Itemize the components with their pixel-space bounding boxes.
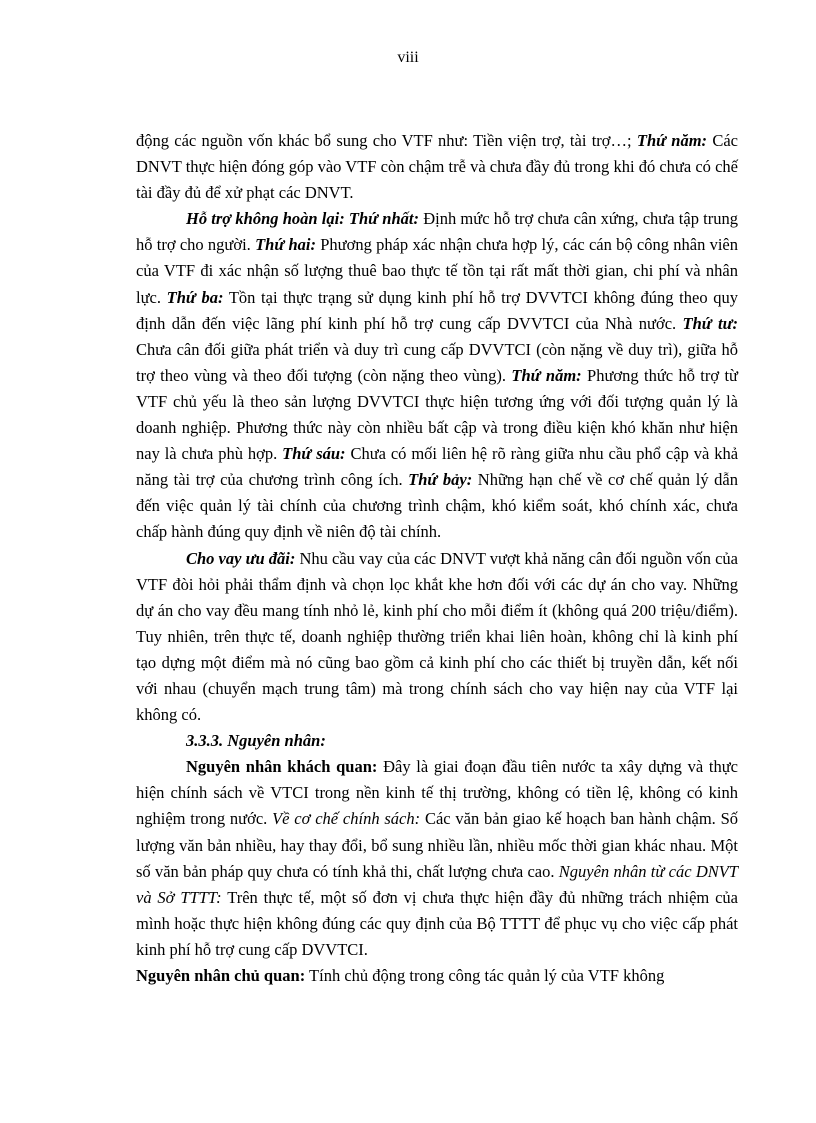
paragraph-subjective-causes bbox=[136, 963, 738, 989]
bold-italic-label: Thứ sáu: bbox=[282, 444, 346, 464]
bold-italic-label: Thứ hai: bbox=[255, 235, 316, 255]
paragraph-objective-causes bbox=[136, 754, 738, 963]
text-run: Chưa có mối liên hệ rõ ràng giữa nhu cầu phổ cập và khả năng tài trợ của chương trình công ích. bbox=[136, 444, 739, 490]
text-run: Các văn bản giao kế hoạch ban hành chậm. Số lượng văn bản nhiều, hay thay đổi, bổ sung nhiều lần, nhiều mốc thời gian khác nhau. Một số văn bản pháp quy chưa có tính khả thi, chất lượng chưa cao. bbox=[136, 809, 739, 881]
text-run: Các DNVT thực hiện đóng góp vào VTF còn chậm trễ và chưa đầy đủ trong khi đó chưa có chế tài đầy đủ để xử phạt các DNVT. bbox=[136, 131, 738, 203]
bold-italic-label: Hỗ trợ không hoàn lại: Thứ nhất: bbox=[186, 209, 419, 229]
text-run: Những hạn chế về cơ chế quản lý dẫn đến việc quản lý tài chính của chương trình chậm, khó kiểm soát, khó chính xác, chưa chấp hành đúng quy định về niên độ tài chính. bbox=[136, 470, 738, 542]
text-run: Đây là giai đoạn đầu tiên nước ta xây dựng và thực hiện chính sách về VTCI trong nền kinh tế thị trường, không có tiền lệ, không có kinh nghiệm trong nước. bbox=[136, 757, 738, 829]
bold-italic-label: Thứ ba: bbox=[166, 287, 224, 307]
bold-label: Nguyên nhân chủ quan: bbox=[136, 966, 306, 985]
text-run: Nhu cầu vay của các DNVT vượt khả năng cân đối nguồn vốn của VTF đòi hỏi phải thẩm định và chọn lọc khắt khe hơn đối với các dự án cho vay. Những dự án cho vay đều mang tính nhỏ lẻ, kinh phí cho mỗi điểm ít (không quá 200 triệu/điểm). Tuy nhiên, trên thực tế, doanh nghiệp thường triển khai liên hoàn, không chỉ là kinh phí tạo dựng một điểm mà nó cũng bao gồm cả kinh phí cho các thiết bị truyền dẫn, kết nối với nhau (chuyển mạch trung tâm) mà trong chính sách cho vay hiện nay của VTF lại không có. bbox=[136, 548, 738, 725]
text-run: Tính chủ động trong công tác quản lý của VTF không bbox=[305, 966, 665, 985]
bold-italic-label: Cho vay ưu đãi: bbox=[186, 548, 296, 568]
paragraph-vtf-sources bbox=[136, 128, 738, 206]
bold-italic-label: Thứ tư: bbox=[682, 313, 738, 333]
italic-label: Nguyên nhân từ các DNVT và Sở TTTT: bbox=[136, 861, 739, 907]
text-run: Chưa cân đối giữa phát triển và duy trì cung cấp DVVTCI (còn nặng về duy trì), giữa hỗ trợ theo vùng và theo đối tượng (còn nặng theo vùng). bbox=[136, 339, 738, 385]
text-run: Phương thức hỗ trợ từ VTF chủ yếu là theo sản lượng DVVTCI thực hiện tương ứng với đối tượng quản lý là doanh nghiệp. Phương thức này còn nhiều bất cập và trong điều kiện khó khăn như hiện nay là chưa phù hợp. bbox=[136, 365, 738, 464]
bold-italic-label: Thứ bảy: bbox=[408, 470, 473, 490]
text-run: động các nguồn vốn khác bổ sung cho VTF như: Tiền viện trợ, tài trợ…; bbox=[136, 131, 637, 150]
page-number: viii bbox=[397, 49, 419, 66]
text-run: Định mức hỗ trợ chưa cân xứng, chưa tập trung hỗ trợ cho người. bbox=[136, 209, 738, 255]
section-heading: 3.3.3. Nguyên nhân: bbox=[186, 731, 326, 751]
paragraph-non-refundable-support bbox=[136, 206, 738, 545]
paragraph-preferential-loans bbox=[136, 546, 738, 729]
bold-italic-label: Thứ năm: bbox=[511, 365, 582, 385]
document-body bbox=[136, 128, 738, 989]
bold-label: Nguyên nhân khách quan: bbox=[186, 757, 378, 777]
text-run: Tồn tại thực trạng sử dụng kinh phí hỗ trợ DVVTCI không đúng theo quy định dẫn đến việc lãng phí kinh phí hỗ trợ cung cấp DVVTCI của Nhà nước. bbox=[136, 287, 738, 333]
text-run: Trên thực tế, một số đơn vị chưa thực hiện đầy đủ những trách nhiệm của mình hoặc thực hiện không đúng các quy định của Bộ TTTT để phục vụ cho việc cấp phát kinh phí hỗ trợ cung cấp DVVTCI. bbox=[136, 887, 739, 959]
italic-label: Về cơ chế chính sách: bbox=[272, 809, 421, 829]
text-run: Phương pháp xác nhận chưa hợp lý, các cán bộ công nhân viên của VTF đi xác nhận số lượng thuê bao thực tế tồn tại rất mất thời gian, chi phí và nhân lực. bbox=[136, 235, 738, 307]
bold-italic-label: Thứ năm: bbox=[636, 131, 708, 150]
